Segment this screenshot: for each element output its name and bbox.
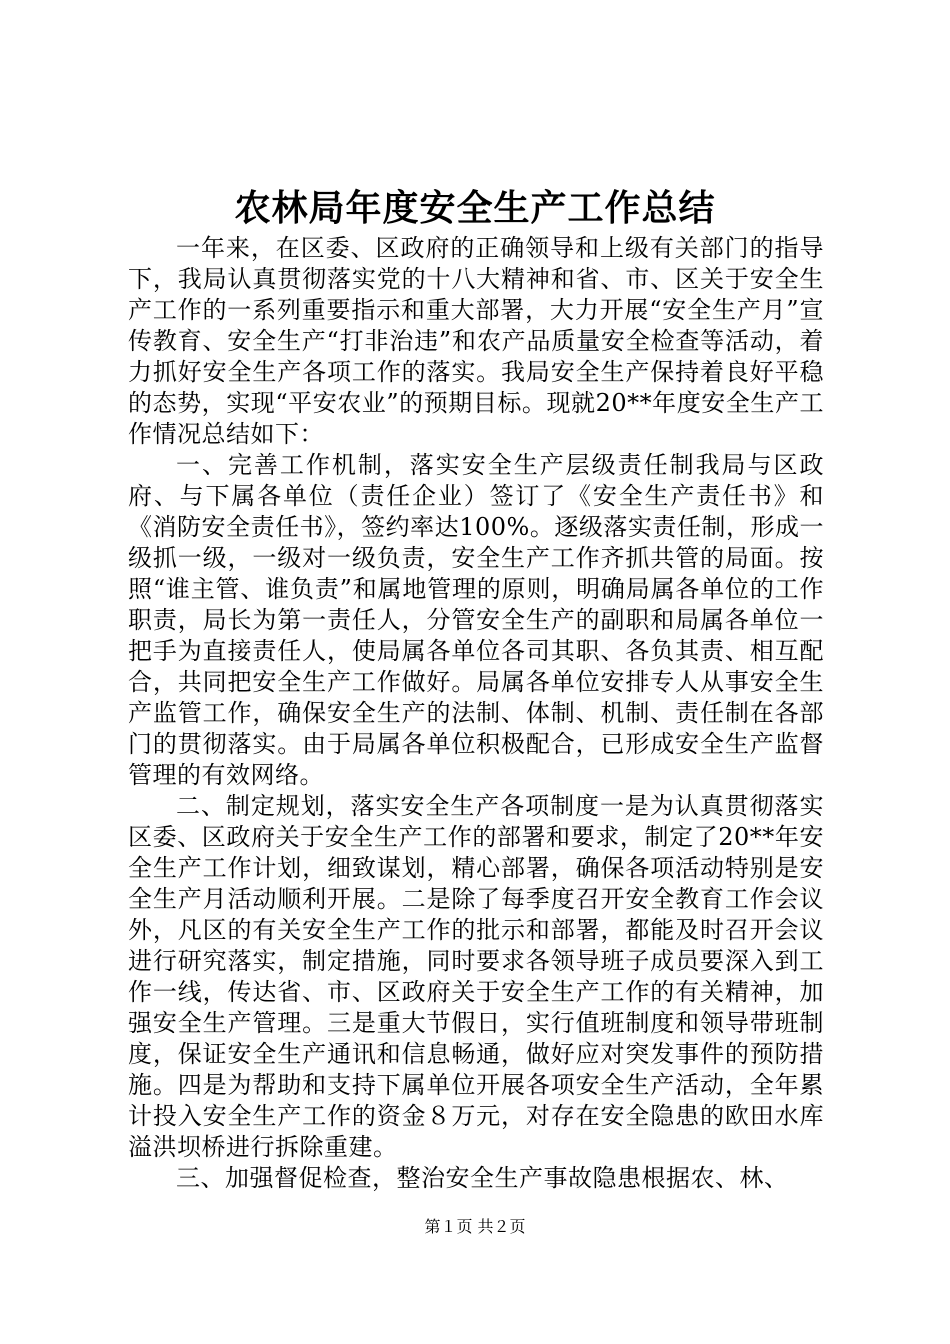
paragraph-intro: 一年来，在区委、区政府的正确领导和上级有关部门的指导下，我局认真贯彻落实党的十八大精神和省、市、区关于安全生产工作的一系列重要指示和重大部署，大力开展“安全生产月”宣传教育、安全生产“打非治违”和农产品质量安全检查等活动，着力抓好安全生产各项工作的落实。我局安全生产保持着良好平稳的态势，实现“平安农业”的预期目标。现就20**年度安全生产工作情况总结如下： bbox=[128, 234, 824, 448]
document-body bbox=[128, 233, 824, 1194]
paragraph-section-3: 三、加强督促检查，整治安全生产事故隐患根据农、林、 bbox=[176, 1164, 789, 1192]
document-title: 农林局年度安全生产工作总结 bbox=[234, 187, 716, 229]
paragraph-section-2: 二、制定规划，落实安全生产各项制度一是为认真贯彻落实区委、区政府关于安全生产工作的部署和要求，制定了20**年安全生产工作计划，细致谋划，精心部署，确保各项活动特别是安全生产月活动顺利开展。二是除了每季度召开安全教育工作会议外，凡区的有关安全生产工作的批示和部署，都能及时召开会议进行研究落实，制定措施，同时要求各领导班子成员要深入到工作一线，传达省、市、区政府关于安全生产工作的有关精神，加强安全生产管理。三是重大节假日，实行值班制度和领导带班制度，保证安全生产通讯和信息畅通，做好应对突发事件的预防措施。四是为帮助和支持下属单位开展各项安全生产活动，全年累计投入安全生产工作的资金８万元，对存在安全隐患的欧田水库溢洪坝桥进行拆除重建。 bbox=[128, 792, 824, 1161]
page-footer: 第１页 共２页 bbox=[424, 1217, 526, 1236]
paragraph-section-1: 一、完善工作机制，落实安全生产层级责任制我局与区政府、与下属各单位（责任企业）签订了《安全生产责任书》和《消防安全责任书》，签约率达100%。逐级落实责任制，形成一级抓一级，一级对一级负责，安全生产工作齐抓共管的局面。按照“谁主管、谁负责”和属地管理的原则，明确局属各单位的工作职责，局长为第一责任人，分管安全生产的副职和局属各单位一把手为直接责任人，使局属各单位各司其职、各负其责、相互配合，共同把安全生产工作做好。局属各单位安排专人从事安全生产监管工作，确保安全生产的法制、体制、机制、责任制在各部门的贯彻落实。由于局属各单位积极配合，已形成安全生产监督管理的有效网络。 bbox=[128, 451, 824, 789]
